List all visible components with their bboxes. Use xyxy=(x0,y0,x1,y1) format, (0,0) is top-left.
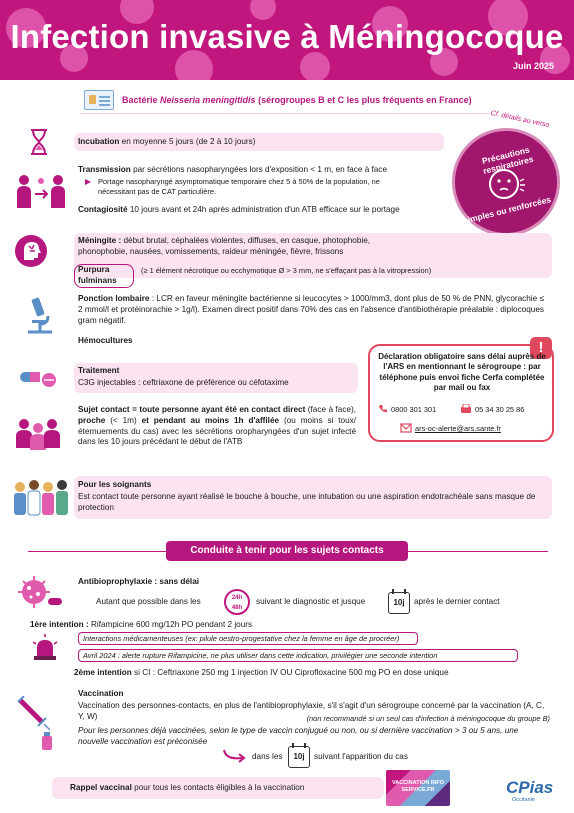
fax-icon xyxy=(460,404,472,414)
antibio-line-c: après le dernier contact xyxy=(414,597,500,606)
clock-icon: 24h 48h xyxy=(224,589,250,615)
divider xyxy=(80,113,490,114)
interactions-note: Interactions médicamenteuses (ex: pilule oestro-progestative chez la femme en âge de procréer) xyxy=(78,632,418,645)
phone-number[interactable]: 0800 301 301 xyxy=(391,405,437,414)
badge-note: Cf. détails au verso xyxy=(489,109,550,130)
vaccination-text: Vaccination des personnes-contacts, en plus de l'antibioprophylaxie, s'il s'agit d'un sérogroupe concerné par la vaccination (A, C, Y, W) xyxy=(78,701,545,721)
subtitle: Bactérie Neisseria meningitidis (sérogroupes B et C les plus fréquents en France) xyxy=(122,95,472,105)
vaccination-note: (non recommandé si un seul cas d'infection à méningocoque du groupe B) xyxy=(306,714,550,723)
arrow-right-icon xyxy=(84,178,92,186)
second-intention: 2ème intention si CI : Ceftriaxone 250 mg 1 injection IV OU Ciprofloxacine 500 mg PO en dose unique xyxy=(74,668,449,677)
microscope-icon xyxy=(22,296,56,336)
head-pain-icon xyxy=(14,234,48,268)
antibio-line-a: Autant que possible dans les xyxy=(96,597,201,606)
traitement-text: C3G injectables : ceftriaxone de préférence ou céfotaxime xyxy=(78,378,289,387)
calendar-icon: 10j xyxy=(388,592,410,614)
page-header xyxy=(0,0,574,80)
vaccination-text-2: Pour les personnes déjà vaccinées, selon le type de vaccin conjugué ou non, ou si dernière vaccination > 3 ou 5 ans, une nouvelle vaccination est préconisée xyxy=(78,726,519,746)
curved-arrow-icon xyxy=(222,748,250,764)
transmission-people-icon xyxy=(14,172,68,210)
declaration-text: Déclaration obligatoire sans délai auprès de l'ARS en mentionnant le sérogroupe : par téléphone puis envoi fiche Cerfa complétée par mail ou fax xyxy=(378,352,546,393)
antibio-line-b: suivant le diagnostic et jusque xyxy=(256,597,366,606)
soignants-text: Est contact toute personne ayant réalisé le bouche à bouche, une intubation ou une aspiration endotrachéale sans masque de protection xyxy=(78,492,536,512)
phone-icon xyxy=(378,404,388,414)
portage-text: Portage nasopharyngé asymptomatique temporaire chez 5 à 50% de la population, ne nécessitant pas de CAT particulière. xyxy=(98,177,380,196)
meningite-text: Méningite : début brutal, céphalées violentes, diffuses, en casque, photophobie, phonophobie, nausées, vomissements, raideur méningée, fièvre, frissons xyxy=(78,236,371,256)
contagiosite-text: Contagiosité 10 jours avant et 24h après administration d'un ATB efficace sur le portage xyxy=(78,205,400,214)
healthcare-workers-icon xyxy=(10,478,72,518)
cpias-logo-sub: Occitanie xyxy=(512,797,535,803)
ponction-text: Ponction lombaire : LCR en faveur méningite bactérienne si leucocytes > 1000/mm3, dont plus de 50 % de PNN, glycorachie ≤ 2 mmol/l et protéinorachie > 1g/l). Examen direct positif dans 70% des cas en l'absence d'antibiothérapie préalable : diplocoques gram négatif. xyxy=(78,294,544,325)
decor-dot xyxy=(250,0,276,20)
hemocultures-text: Hémocultures xyxy=(78,336,133,345)
hourglass-icon xyxy=(28,128,50,156)
calendar-icon: 10j xyxy=(288,746,310,768)
vaccination-label: Vaccination xyxy=(78,689,124,698)
contact-people-icon xyxy=(14,416,62,450)
antibio-label: Antibioprophylaxie : sans délai xyxy=(78,577,200,586)
vaccination-info-service-logo[interactable]: VACCINATION INFO SERVICE.FR xyxy=(386,770,450,806)
alert-icon: ! xyxy=(530,337,552,359)
badge-line1: Précautions respiratoires xyxy=(480,144,535,176)
pills-icon xyxy=(18,366,58,390)
email-link[interactable]: ars-oc-alerte@ars.sante.fr xyxy=(415,424,501,433)
purpura-label: Purpura fulminans xyxy=(74,264,134,288)
soignants-label: Pour les soignants xyxy=(78,480,152,489)
page-date: Juin 2025 xyxy=(512,61,554,71)
coughing-face-icon xyxy=(486,165,526,203)
transmission-text: Transmission par sécrétions nasopharyngées lors d'exposition < 1 m, en face à face xyxy=(78,165,388,174)
rappel-text: Rappel vaccinal pour tous les contacts éligibles à la vaccination xyxy=(70,783,305,792)
vaccination-suivant: suivant l'apparition du cas xyxy=(314,752,408,761)
page-title: Infection invasive à Méningocoque xyxy=(10,18,564,55)
contact-text: Sujet contact = toute personne ayant été en contact direct (face à face), proche (< 1m) et pendant au moins 1h d'affilée (ou moins si toux/éternuements du cas) avec les sécrétions oropharyngées d'un sujet infecté dans les 10 jours précédant le début de l'ATB xyxy=(78,405,357,447)
incubation-text: Incubation en moyenne 5 jours (de 2 à 10 jours) xyxy=(78,137,256,146)
alarm-siren-icon xyxy=(30,634,60,662)
traitement-label: Traitement xyxy=(78,366,120,375)
decor-dot xyxy=(300,52,330,80)
rupture-alert-note: Avril 2024 : alerte rupture Rifampicine, ne plus utiliser dans cette indication, privilégier une seconde intention xyxy=(78,649,518,662)
fax-number[interactable]: 05 34 30 25 86 xyxy=(475,405,525,414)
email-icon xyxy=(400,423,412,433)
purpura-text: (≥ 1 élément nécrotique ou ecchymotique Ø > 3 mm, ne s'effaçant pas à la vitropression) xyxy=(141,266,432,275)
vaccination-dans: dans les xyxy=(252,752,283,761)
vaccine-icon xyxy=(16,696,62,752)
bacteria-antibiotic-icon xyxy=(12,572,64,612)
cpias-logo: CPias xyxy=(506,778,554,797)
section-title: Conduite à tenir pour les sujets contacts xyxy=(166,541,408,561)
first-intention: 1ère intention : Rifampicine 600 mg/12h PO pendant 2 jours xyxy=(30,620,253,629)
subtitle-row xyxy=(84,90,472,110)
id-card-icon xyxy=(84,90,114,110)
badge-line2: simples ou renforcées xyxy=(462,194,552,226)
